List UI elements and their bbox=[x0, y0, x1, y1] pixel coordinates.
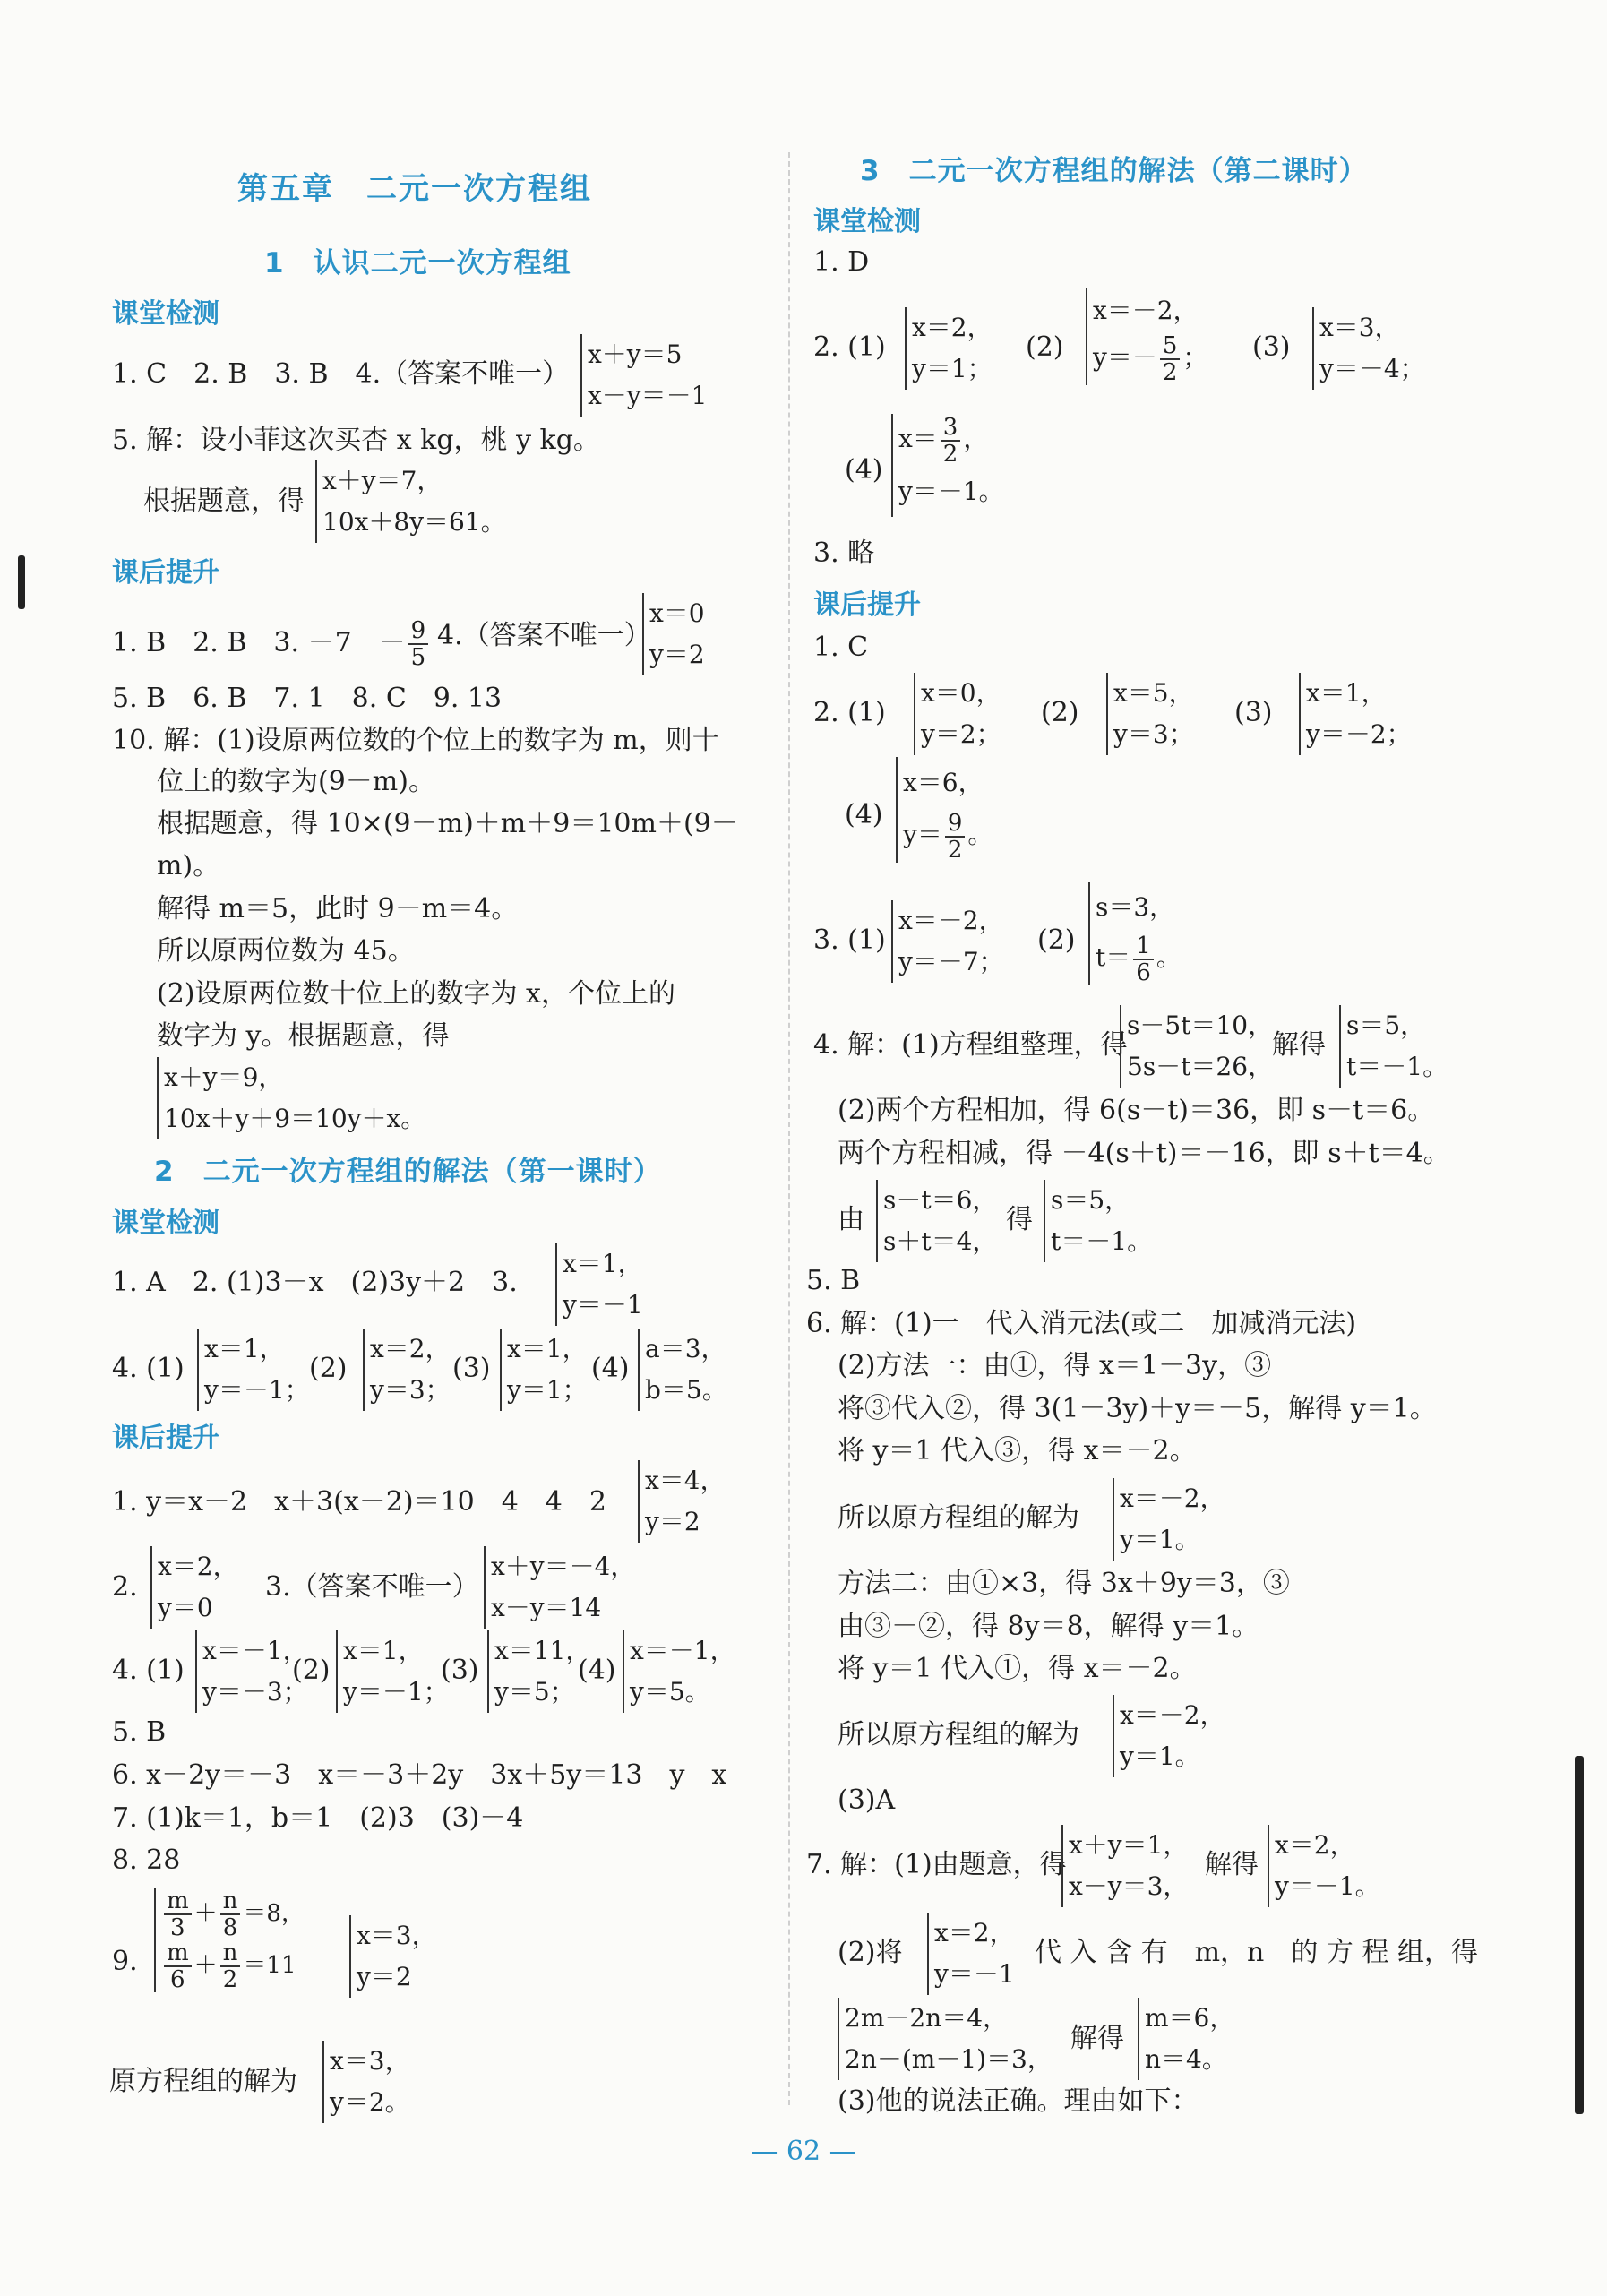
scan-mark bbox=[18, 555, 25, 609]
answer-line: 4. (1) bbox=[112, 1655, 185, 1686]
answer-line: 6. x－2y＝－3 x＝－3＋2y 3x＋5y＝13 y x bbox=[112, 1759, 727, 1791]
answer-line: 4. (1) bbox=[112, 1353, 185, 1384]
section-title-1: 1 认识二元一次方程组 bbox=[264, 247, 571, 279]
equation-system: x＋y＝1， x－y＝3， bbox=[1061, 1825, 1188, 1907]
answer-line: 解得 bbox=[1272, 1029, 1326, 1061]
answer-line: 所以原两位数为 45。 bbox=[157, 935, 415, 967]
equation-system: x＝2， y＝1； bbox=[905, 307, 993, 390]
answer-line: m)。 bbox=[157, 850, 220, 881]
answer-line: (3)A bbox=[838, 1784, 896, 1816]
answer-line: 1. D bbox=[813, 246, 870, 278]
answer-line: 1. y＝x－2 x＋3(x－2)＝10 4 4 2 bbox=[112, 1486, 606, 1518]
equation-system: x＝5， y＝3； bbox=[1106, 673, 1194, 755]
answer-line: 9. bbox=[112, 1946, 138, 1977]
equation-system: x＝3， y＝－4； bbox=[1312, 307, 1425, 390]
page-number: — 62 — bbox=[751, 2136, 856, 2167]
answer-line: 5. B bbox=[112, 1716, 167, 1748]
equation-system: s－t＝6， s＋t＝4， bbox=[876, 1180, 997, 1262]
answer-line: (2)两个方程相加，得 6(s－t)＝36，即 s－t＝6。 bbox=[838, 1095, 1435, 1126]
equation-system: x＝－1， y＝－3； bbox=[195, 1630, 308, 1713]
answer-line: (3)他的说法正确。理由如下： bbox=[838, 2085, 1199, 2117]
answer-line: 7. 解：(1)由题意，得 bbox=[806, 1849, 1067, 1880]
answer-line: 将 y＝1 代入①，得 x＝－2。 bbox=[838, 1653, 1197, 1684]
equation-system: x＝－2， y＝1。 bbox=[1113, 1695, 1225, 1777]
answer-line: 3.（答案不唯一） bbox=[265, 1571, 479, 1603]
equation-system: 2m－2n＝4， 2n－(m－1)＝3， bbox=[838, 1998, 1053, 2080]
chapter-title: 第五章 二元一次方程组 bbox=[237, 171, 592, 207]
equation-system: x＝1， y＝－1； bbox=[197, 1329, 310, 1411]
answer-line: (2)方法一：由①，得 x＝1－3y，③ bbox=[838, 1350, 1272, 1381]
equation-system: x＋y＝7， 10x＋8y＝61。 bbox=[315, 460, 506, 543]
answer-line: 1. C bbox=[813, 632, 869, 663]
equation-system: x＝3， y＝2。 bbox=[322, 2041, 410, 2123]
answer-line: 7. (1)k＝1，b＝1 (2)3 (3)－4 bbox=[112, 1802, 524, 1834]
answer-line: 位上的数字为(9－m)。 bbox=[157, 766, 435, 797]
answer-line: 3. 略 bbox=[813, 537, 875, 569]
equation-system: x＝－2， y＝－ $\frac{5}{2}$ ； bbox=[1086, 288, 1207, 385]
answer-line: 将③代入②，得 3(1－3y)＋y＝－5，解得 y＝1。 bbox=[838, 1393, 1437, 1424]
answer-line: 10. 解：(1)设原两位数的个位上的数字为 m，则十 bbox=[112, 725, 719, 756]
answer-line: 两个方程相减，得 －4(s＋t)＝－16，即 s＋t＝4。 bbox=[838, 1138, 1450, 1169]
answer-line: 方法二：由①×3，得 3x＋9y＝3，③ bbox=[838, 1568, 1290, 1599]
answer-line: 1. A 2. (1)3－x (2)3y＋2 3. bbox=[112, 1267, 518, 1298]
answer-line: (4) bbox=[845, 799, 883, 830]
equation-system: x＝0 y＝2 bbox=[642, 593, 705, 675]
subhead-ketang: 课堂检测 bbox=[112, 1208, 219, 1239]
answer-line: 将 y＝1 代入③，得 x＝－2。 bbox=[838, 1435, 1197, 1466]
answer-line: 解得 bbox=[1070, 2023, 1124, 2054]
equation-system: x＋y＝5 x－y＝－1 bbox=[580, 334, 707, 417]
answer-line: 根据题意，得 bbox=[143, 486, 305, 517]
equation-system: x＝－2， y＝－7； bbox=[891, 900, 1004, 983]
answer-line: 4.（答案不唯一） bbox=[437, 620, 651, 651]
fraction: $\frac{9}{5}$ bbox=[408, 618, 429, 670]
answer-line: 根据题意，得 10×(9－m)＋m＋9＝10m＋(9－ bbox=[157, 808, 738, 839]
equation-system: x＝1， y＝－1 bbox=[555, 1243, 643, 1326]
answer-line: (3) bbox=[1234, 697, 1273, 728]
equation-system: x＝1， y＝－2； bbox=[1299, 673, 1412, 755]
answer-line: 6. 解：(1)一 代入消元法(或二 加减消元法) bbox=[806, 1308, 1357, 1339]
answer-line: (2) bbox=[1041, 697, 1079, 728]
answer-line: 由 bbox=[838, 1204, 864, 1235]
answer-line: (3) bbox=[452, 1353, 491, 1384]
equation-system: s＝3， t＝ $\frac{1}{6}$ 。 bbox=[1088, 882, 1182, 985]
answer-line: 8. 28 bbox=[112, 1845, 181, 1876]
subhead-kehou: 课后提升 bbox=[112, 557, 219, 589]
answer-line: 2. bbox=[112, 1571, 138, 1603]
equation-system: s－5t＝10， 5s－t＝26， bbox=[1120, 1005, 1273, 1088]
answer-line: 数字为 y。根据题意，得 bbox=[157, 1020, 450, 1052]
equation-system: x＝－1， y＝5。 bbox=[623, 1630, 735, 1713]
answer-line: 解得 bbox=[1205, 1849, 1259, 1880]
answer-line: 2. (1) bbox=[813, 331, 886, 363]
subhead-ketang: 课堂检测 bbox=[112, 298, 219, 330]
answer-line: 4. 解：(1)方程组整理，得 bbox=[813, 1029, 1128, 1061]
answer-line: 所以原方程组的解为 bbox=[838, 1719, 1079, 1750]
equation-system: s＝5， t＝－1。 bbox=[1339, 1005, 1448, 1088]
subhead-kehou: 课后提升 bbox=[112, 1423, 219, 1454]
answer-line: 5. B 6. B 7. 1 8. C 9. 13 bbox=[112, 683, 503, 714]
section-title-3: 3 二元一次方程组的解法（第二课时） bbox=[860, 155, 1368, 187]
equation-system: x＝1， y＝1； bbox=[500, 1329, 588, 1411]
answer-line: 由③－②，得 8y＝8，解得 y＝1。 bbox=[838, 1611, 1259, 1642]
equation-system: x＝2， y＝3； bbox=[363, 1329, 451, 1411]
answer-line: (4) bbox=[578, 1655, 616, 1686]
answer-line: 解得 m＝5，此时 9－m＝4。 bbox=[157, 893, 519, 924]
answer-line: (2)将 bbox=[838, 1937, 903, 1968]
equation-system: x＝1， y＝－1； bbox=[336, 1630, 449, 1713]
answer-line: 得 bbox=[1006, 1204, 1033, 1235]
equation-system: x＝6， y＝ $\frac{9}{2}$ 。 bbox=[896, 757, 993, 863]
answer-line: (2) bbox=[1037, 924, 1076, 956]
answer-line: 所以原方程组的解为 bbox=[838, 1502, 1079, 1534]
answer-line: 1. C 2. B 3. B 4.（答案不唯一） bbox=[112, 358, 570, 390]
equation-system: x＝3， y＝2 bbox=[349, 1915, 437, 1998]
answer-line: 2. (1) bbox=[813, 697, 886, 728]
answer-line: (3) bbox=[1252, 331, 1291, 363]
equation-system: x＝2， y＝－1。 bbox=[1268, 1825, 1380, 1907]
equation-system: x＝4， y＝2 bbox=[638, 1460, 726, 1543]
answer-line: (2) bbox=[292, 1655, 331, 1686]
answer-line: (3) bbox=[441, 1655, 479, 1686]
equation-system: s＝5， t＝－1。 bbox=[1044, 1180, 1152, 1262]
column-divider bbox=[788, 152, 790, 2105]
equation-system: x＝－2， y＝1。 bbox=[1113, 1478, 1225, 1561]
answer-line: 5. 解：设小菲这次买杏 x kg，桃 y kg。 bbox=[112, 425, 600, 456]
equation-system: x＝2， y＝－1 bbox=[927, 1913, 1015, 1995]
section-title-2: 2 二元一次方程组的解法（第一课时） bbox=[154, 1156, 662, 1188]
equation-system: x＝ $\frac{3}{2}$ ， y＝－1。 bbox=[891, 414, 1004, 517]
answer-line: 3. (1) bbox=[813, 924, 886, 956]
answer-line: 1. B 2. B 3. －7 － $\frac{9}{5}$ bbox=[112, 618, 431, 670]
equation-system: x＝0， y＝2； bbox=[914, 673, 1001, 755]
equation-system: x＝11， y＝5； bbox=[487, 1630, 590, 1713]
answer-line: 代 入 含 有 m，n 的 方 程 组，得 bbox=[1035, 1937, 1478, 1968]
subhead-ketang: 课堂检测 bbox=[813, 206, 921, 237]
answer-line: (2) bbox=[309, 1353, 348, 1384]
answer-line: 原方程组的解为 bbox=[109, 2066, 297, 2097]
answer-line: (2) bbox=[1026, 331, 1064, 363]
equation-system: x＋y＝－4， x－y＝14 bbox=[484, 1546, 635, 1629]
answer-line: 5. B bbox=[806, 1265, 861, 1296]
equation-system: a＝3， b＝5。 bbox=[638, 1329, 727, 1411]
equation-system: x＋y＝9， 10x＋y＋9＝10y＋x。 bbox=[157, 1057, 425, 1139]
equation-system: x＝2， y＝0 bbox=[150, 1546, 238, 1629]
answer-line: (2)设原两位数十位上的数字为 x，个位上的 bbox=[157, 978, 675, 1010]
equation-system: $\frac{m}{3}$ ＋ $\frac{n}{8}$ ＝8， $\frac{m}{6}$ ＋ $\frac{n}{2}$ ＝11 bbox=[154, 1888, 305, 1992]
answer-line: (4) bbox=[591, 1353, 630, 1384]
subhead-kehou: 课后提升 bbox=[813, 589, 921, 621]
answer-line: (4) bbox=[845, 454, 883, 486]
binding-edge bbox=[1575, 1756, 1584, 2114]
equation-system: m＝6， n＝4。 bbox=[1138, 1998, 1234, 2080]
